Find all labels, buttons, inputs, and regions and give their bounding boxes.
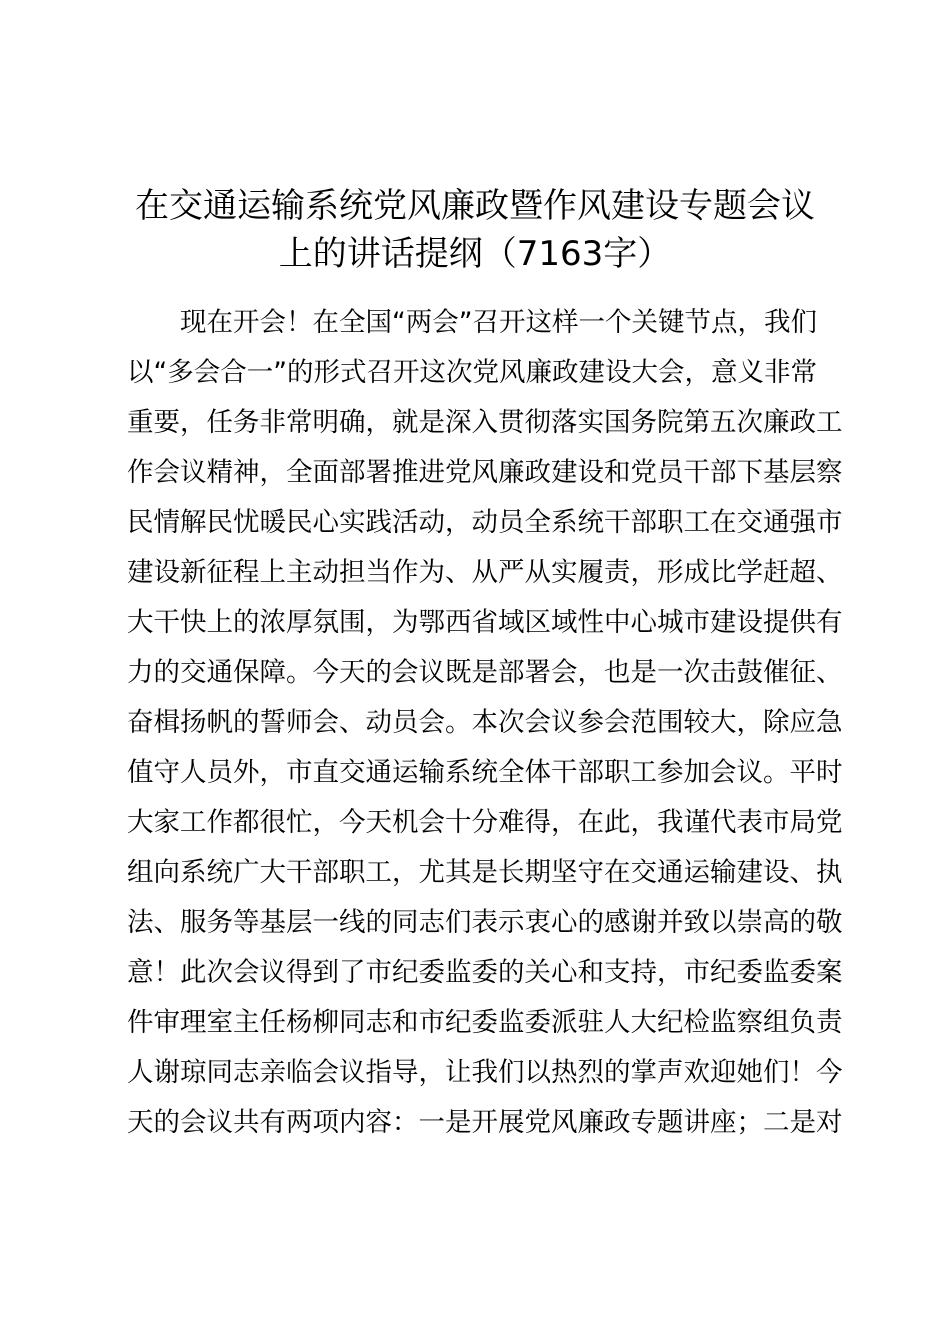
body-line: 重要，任务非常明确，就是深入贯彻落实国务院第五次廉政工 [127, 407, 843, 438]
body-line: 建设新征程上主动担当作为、从严从实履责，形成比学赶超、 [127, 557, 843, 588]
body-paragraph [127, 298, 843, 1148]
body-line: 奋楫扬帆的誓师会、动员会。本次会议参会范围较大，除应急 [127, 707, 843, 738]
body-line: 值守人员外，市直交通运输系统全体干部职工参加会议。平时 [127, 757, 843, 788]
body-line: 力的交通保障。今天的会议既是部署会，也是一次击鼓催征、 [127, 657, 843, 688]
body-line: 天的会议共有两项内容：一是开展党风廉政专题讲座；二是对 [127, 1107, 843, 1138]
body-line: 作会议精神，全面部署推进党风廉政建设和党员干部下基层察 [127, 457, 843, 488]
title-line: 上的讲话提纲（7163字） [278, 234, 672, 274]
body-line: 人谢琼同志亲临会议指导，让我们以热烈的掌声欢迎她们！今 [127, 1057, 843, 1088]
body-line: 件审理室主任杨柳同志和市纪委监委派驻人大纪检监察组负责 [127, 1007, 843, 1038]
body-line: 法、服务等基层一线的同志们表示衷心的感谢并致以崇高的敬 [127, 907, 843, 938]
body-line: 组向系统广大干部职工，尤其是长期坚守在交通运输建设、执 [127, 857, 843, 888]
document-title [100, 182, 850, 278]
body-line: 意！此次会议得到了市纪委监委的关心和支持，市纪委监委案 [127, 957, 843, 988]
body-line: 大干快上的浓厚氛围，为鄂西省域区域性中心城市建设提供有 [127, 607, 843, 638]
body-line: 大家工作都很忙，今天机会十分难得，在此，我谨代表市局党 [127, 807, 843, 838]
title-line: 在交通运输系统党风廉政暨作风建设专题会议 [135, 186, 815, 226]
body-line: 以“多会合一”的形式召开这次党风廉政建设大会，意义非常 [127, 357, 817, 388]
body-line: 现在开会！在全国“两会”召开这样一个关键节点，我们 [180, 307, 817, 338]
body-line: 民情解民忧暖民心实践活动，动员全系统干部职工在交通强市 [127, 507, 843, 538]
